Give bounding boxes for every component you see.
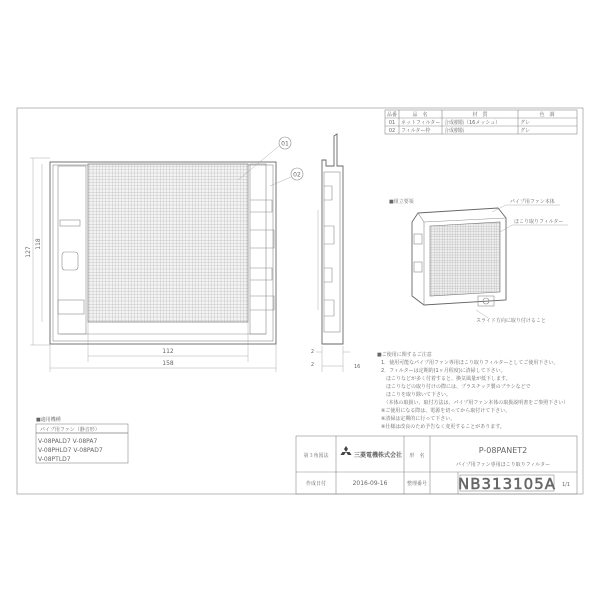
parts-header-color: 色 調: [539, 112, 555, 118]
balloon-01-label: 01: [281, 140, 289, 148]
company-name: 三菱電機株式会社: [354, 452, 403, 459]
doc-number-label: 整理番号: [406, 481, 428, 487]
parts-row-2-color: グレ: [520, 128, 531, 134]
install-label-filter: ほこり取りフィルター: [514, 219, 564, 225]
parts-row-2-no: 02: [388, 128, 396, 134]
dim-outer-width: 158: [162, 360, 174, 367]
notes-line-6: （本体の取扱い、取付方法は、パイプ用ファン本体の取扱説明書をご参照下さい）: [381, 400, 569, 406]
doc-number: NB313105A: [457, 475, 557, 493]
parts-header-name: 品 名: [412, 112, 428, 118]
projection-label: 第３角図法: [303, 453, 329, 459]
side-view: [311, 134, 361, 372]
applicable-model-row-1: V-08PALD7 V-08PA7: [38, 438, 98, 445]
parts-row-2-material: 合成樹脂: [444, 128, 465, 134]
model-name-label: 形 名: [409, 453, 425, 459]
notes-line-9: ※仕様は改良のため予告なく変更することがあります。: [381, 424, 505, 430]
install-filter-mesh: [430, 222, 500, 296]
parts-row-1-material: 合成樹脂（16メッシュ）: [444, 120, 501, 126]
dim-side-top: 2: [310, 349, 314, 355]
dim-side-bottom: 2: [310, 362, 314, 368]
balloon-02-label: 02: [293, 171, 301, 179]
date-label: 作成日付: [305, 481, 327, 487]
install-label-slide: スライド方向に取り付けること: [476, 318, 546, 324]
install-title: ■組立要領: [389, 199, 414, 205]
front-view: [25, 137, 303, 372]
install-illustration: [389, 198, 568, 324]
usage-notes: [377, 351, 568, 430]
creation-date: 2016-09-16: [352, 480, 388, 487]
parts-row-1-color: グレ: [520, 120, 531, 126]
notes-line-2: 2．フィルターは定期的(1ヶ月程度)に清掃して下さい。: [381, 368, 506, 374]
dim-outer-height: 127: [25, 246, 32, 258]
parts-row-1-name: ネットフィルター: [401, 120, 441, 126]
dim-side-depth: 16: [354, 364, 361, 370]
applicable-models: [36, 416, 128, 463]
dim-inner-height: 118: [35, 238, 42, 250]
notes-line-3: ほこりなどが多く付着すると、換気風量が低下します。: [381, 376, 511, 382]
dim-inner-width: 112: [162, 348, 174, 355]
parts-header-material: 材 質: [472, 112, 488, 118]
model-description: パイプ用ファン専用ほこり取りフィルター: [455, 462, 551, 468]
install-label-fan: パイプ用ファン本体: [510, 199, 555, 205]
applicable-model-row-2: V-08PHLD7 V-08PAD7: [38, 447, 103, 454]
notes-line-5: ほこりを取り除いて下さい。: [381, 392, 452, 398]
parts-header-no: 品番: [386, 112, 398, 118]
applicable-header: パイプ用ファン（静音形）: [40, 427, 100, 433]
parts-row-1-no: 01: [388, 120, 396, 126]
parts-table: [385, 110, 577, 134]
applicable-title: ■適用機種: [36, 417, 61, 423]
notes-line-7: ※ご使用になる際は、電源を切ってから取付けて下さい。: [381, 408, 511, 414]
sheet-number: 1/1: [561, 482, 571, 488]
mitsubishi-logo-icon: [340, 446, 351, 455]
notes-title: ■ご使用に関するご注意: [377, 352, 432, 358]
model-name: P-08PANET2: [478, 446, 528, 455]
notes-line-1: 1．使用可能なパイプ用ファン専用ほこり取りフィルターとしてご使用下さい。: [381, 360, 559, 366]
parts-row-2-name: フィルター枠: [401, 128, 431, 134]
notes-line-8: ※清掃は定期的に行って下さい。: [381, 416, 456, 422]
net-filter-mesh: [88, 164, 248, 322]
applicable-model-row-3: V-08PTLD7: [38, 456, 71, 463]
title-block: [296, 436, 577, 494]
notes-line-4: ほこりなどの取り付けの際には、プラスチック製のブラシなどで: [381, 384, 531, 390]
